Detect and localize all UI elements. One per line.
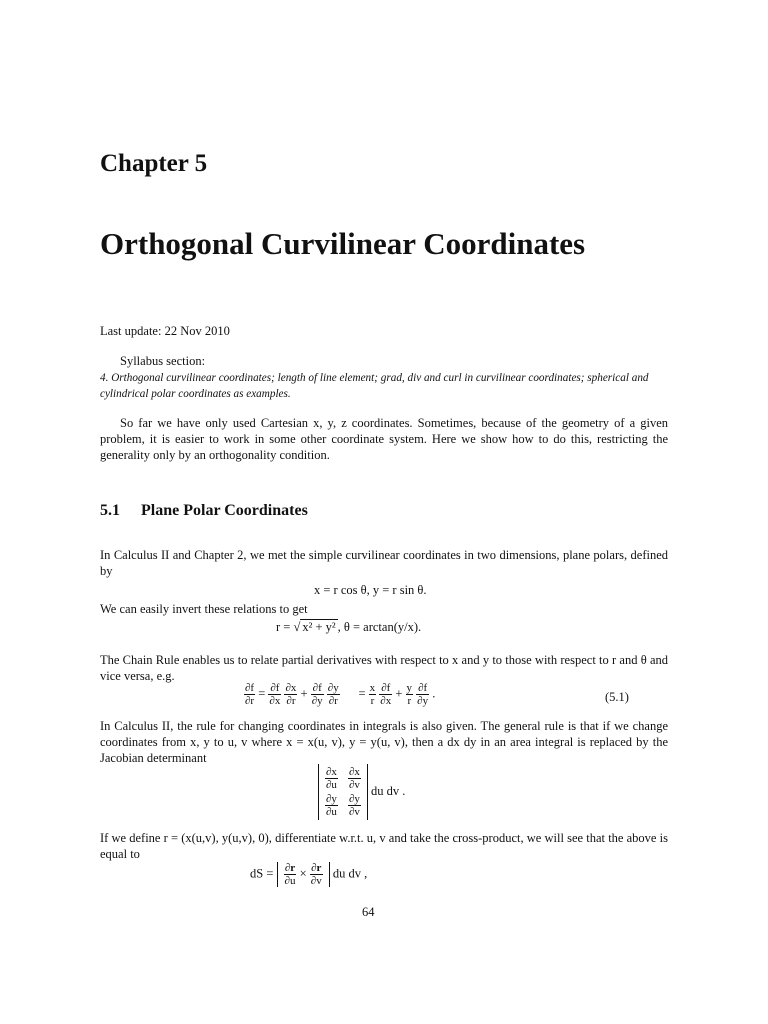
page-number: 64 (362, 905, 375, 919)
cross-product-magnitude (277, 862, 330, 887)
jacobian-tail: du dv . (371, 783, 406, 798)
fraction: $\frac{\partial y}{\partial v}$ (348, 793, 360, 818)
fraction: $\frac{\partial f}{\partial y}$ (417, 682, 429, 707)
chapter-title: Orthogonal Curvilinear Coordinates (100, 226, 586, 261)
fraction: $\frac{\partial x}{\partial u}$ (326, 766, 337, 791)
syllabus-label: Syllabus section: (120, 354, 206, 368)
equation-invert: r = √ x² + y² , θ = arctan(y/x). (276, 620, 422, 634)
equation-ds-tail: du dv , (332, 866, 368, 881)
fraction: $\frac{\partial y}{\partial u}$ (326, 793, 337, 818)
equation-number: (5.1) (605, 690, 629, 704)
fraction: $\frac{\partial r}{\partial v}$ (310, 862, 322, 887)
fraction: $\frac{\partial r}{\partial u}$ (284, 862, 296, 887)
equation-invert-lhs: r = (276, 620, 294, 634)
paragraph-jacobian: In Calculus II, the rule for changing coordinates in integrals is also given. The general rule is that if we change coordinates from x, y to u, v where x = x(u, v), y = y(u, v), then a dx dy in an area integral is replaced by the Jacobian determinant (100, 719, 668, 765)
fraction: $\frac{\partial y}{\partial r}$ (327, 682, 339, 707)
intro-paragraph: So far we have only used Cartesian x, y, z coordinates. Sometimes, because of the geometry of a given problem, it is easier to work in some other coordinate system. Here we show how to do this, restricting the generality only by an orthogonality condition. (100, 416, 668, 462)
equation-invert-rest: , θ = arctan(y/x). (337, 620, 422, 634)
fraction: $\frac{y}{r}$ (406, 682, 413, 707)
fraction: $\frac{\partial f}{\partial x}$ (269, 682, 281, 707)
syllabus-text: 4. Orthogonal curvilinear coordinates; length of line element; grad, div and curl in curvilinear coordinates; spherical and cylindrical polar coordinates as examples. (100, 372, 649, 400)
section-number: 5.1 (100, 502, 120, 519)
chapter-heading: Chapter 5 (100, 150, 208, 177)
fraction: $\frac{\partial x}{\partial r}$ (285, 682, 297, 707)
equation-polar: x = r cos θ, y = r sin θ. (314, 583, 427, 597)
equation-ds (250, 862, 367, 887)
equation-chain-rule: $\frac{\partial f}{\partial r}$ = $\frac{\partial f}{\partial x}$ $\frac{\partial x}{\partial r}$ + $\frac{\partial f}{\partial y}$ $\frac{\partial y}{\partial r}$ = $\frac{x}{r}$ $\frac{\partial f}{\partial x}$ + $\frac{y}{r}$ $\frac{\partial f}{\partial y}$ . (245, 682, 436, 707)
section-heading (100, 502, 308, 520)
last-update: Last update: 22 Nov 2010 (100, 324, 230, 338)
fraction: $\frac{x}{r}$ (369, 682, 376, 707)
equation-jacobian (318, 764, 405, 820)
fraction: $\frac{\partial f}{\partial y}$ (311, 682, 323, 707)
fraction: $\frac{\partial f}{\partial x}$ (380, 682, 392, 707)
fraction: $\frac{\partial x}{\partial v}$ (348, 766, 360, 791)
paragraph-polar: In Calculus II and Chapter 2, we met the simple curvilinear coordinates in two dimensions, plane polars, defined by (100, 548, 668, 578)
times-symbol: × (299, 866, 307, 881)
equation-invert-sqrt: x² + y² (302, 620, 336, 634)
section-title: Plane Polar Coordinates (141, 502, 308, 519)
paragraph-chain-rule: The Chain Rule enables us to relate partial derivatives with respect to x and y to those with respect to r and θ and vice versa, e.g. (100, 653, 668, 683)
fraction: $\frac{\partial f}{\partial r}$ (245, 682, 255, 707)
paragraph-invert: We can easily invert these relations to get (100, 602, 308, 616)
equation-ds-lhs: dS = (250, 866, 277, 881)
paragraph-cross-product: If we define r = (x(u,v), y(u,v), 0), differentiate w.r.t. u, v and take the cross-product, we will see that the above is equal to (100, 831, 668, 861)
jacobian-determinant (318, 764, 368, 820)
